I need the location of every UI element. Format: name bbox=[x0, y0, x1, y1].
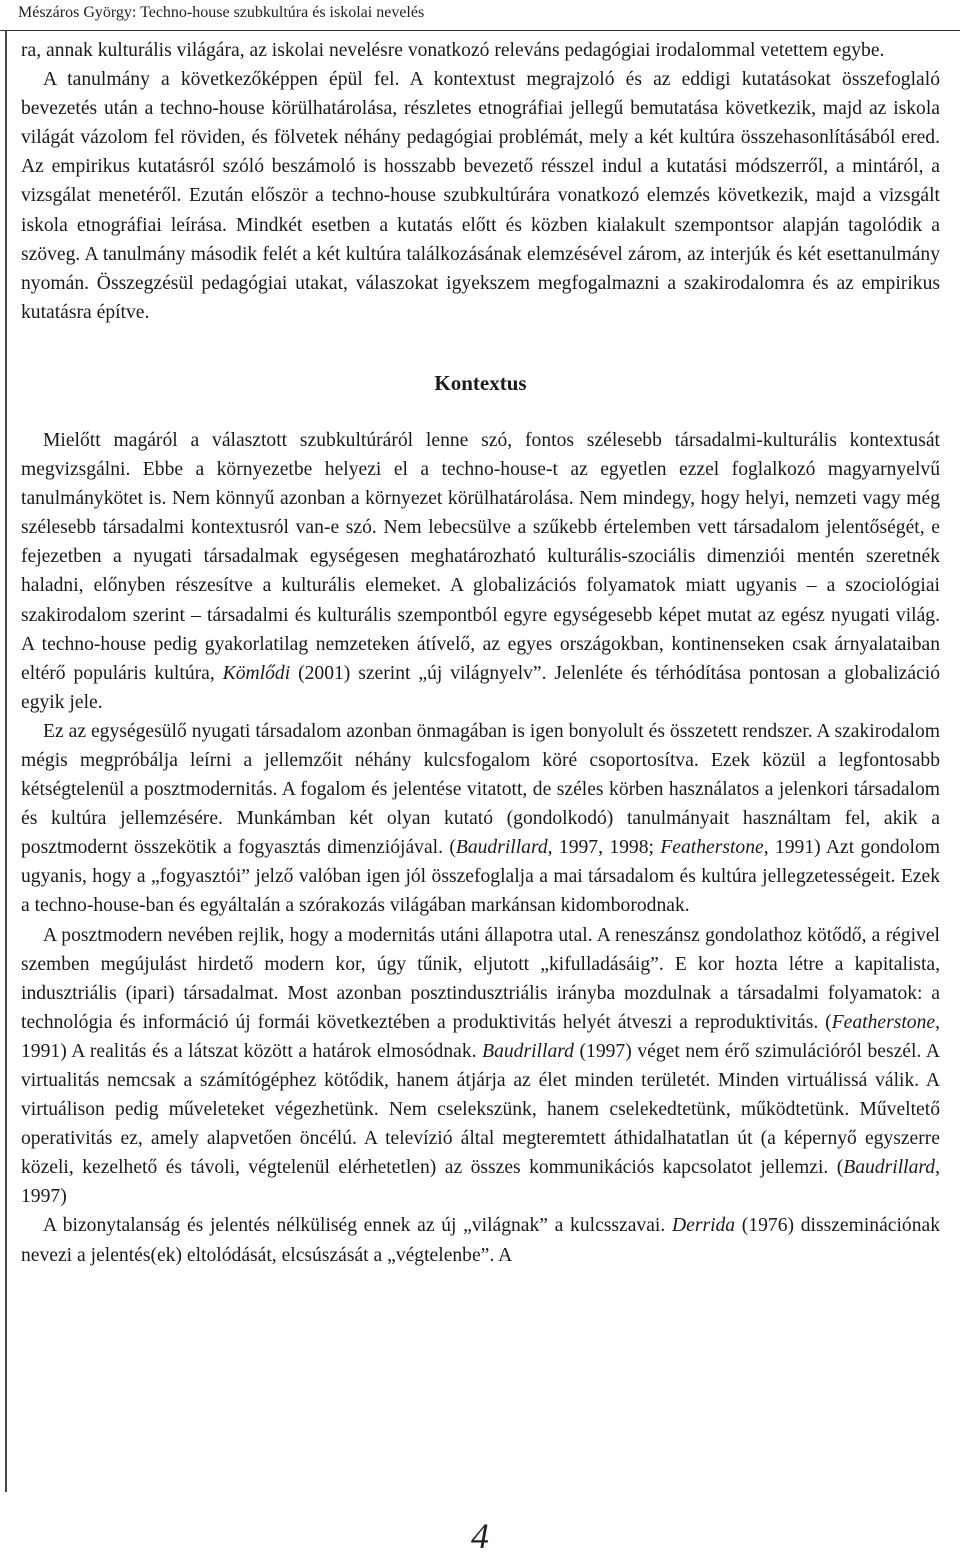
text-run: , 1997, 1998; bbox=[547, 837, 654, 859]
running-header bbox=[0, 0, 960, 31]
citation-author: Derrida bbox=[671, 1215, 736, 1237]
left-margin-rule bbox=[5, 30, 7, 1492]
text-run: (2001) szerint „új világnyelv”. Jelenléte és térhódítása pontosan a globalizáció egyik jele. bbox=[21, 662, 941, 713]
text-run: Mielőtt magáról a választott szubkultúráról lenne szó, fontos szélesebb társadalmi-kulturális kontextusát megvizsgálni. Ebbe a környezetbe helyezi el a techno-house-t az egyetlen ezzel foglalkozó magyarnyelvű tanulmánykötet is. Nem könnyű azonban a környezet körülhatárolása. Nem mindegy, hogy helyi, nemzeti vagy még szélesebb társadalmi kontextusról van-e szó. Nem lebecsülve a szűkebb értelemben vett társadalom jelentőségét, e fejezetben a nyugati társadalmak egységesen meghatározható kulturális-szociális dimenziói mentén szeretnék haladni, előnyben részesítve a kulturális elemeket. A globalizációs folyamatok miatt ugyanis – a szociológiai szakirodalom szerint – társadalmi és kulturális szempontból egyre egységesebb képet mutat az egész nyugati világ. A techno-house pedig gyakorlatilag nemzeteken átívelő, az egyes országokban, kontinenseken csak árnyalataiban eltérő populáris kultúra, bbox=[21, 429, 940, 684]
citation-author: Baudrillard bbox=[482, 1040, 574, 1062]
paragraph-modernity bbox=[21, 921, 940, 1212]
paragraph-continuation: ra, annak kulturális világára, az iskolai nevelésre vonatkozó releváns pedagógiai irodalommal vetettem egybe. bbox=[21, 40, 885, 61]
paragraph-context bbox=[21, 426, 940, 717]
page-body bbox=[21, 36, 940, 1270]
text-run: , 1991) A realitás és a látszat között a határok elmosódnak. bbox=[21, 1011, 940, 1062]
paragraph-postmodern bbox=[21, 717, 940, 921]
paragraph-uncertainty bbox=[21, 1211, 940, 1269]
paragraph-structure: A tanulmány a következőképpen épül fel. A kontextust megrajzoló és az eddigi kutatásokat összefoglaló bevezetés után a techno-house körülhatárolása, részletes etnográfiai jellegű bemutatása következik, majd az iskola világát vázolom fel röviden, és fölvetek néhány pedagógiai problémát, mely a két kultúra összehasonlításából ered. Az empirikus kutatásról szóló beszámoló is hosszabb bevezető résszel indul a kutatási módszerről, a mintáról, a vizsgálat menetéről. Ezután először a techno-house szubkultúrára vonatkozó elemzés következik, majd a vizsgált iskola etnográfiai leírása. Mindkét esetben a kutatás előtt és közben kialakult szempontsor alapján tagolódik a szöveg. A tanulmány második felét a két kultúra találkozásának elemzésével zárom, az interjúk és két esettanulmány nyomán. Összegzésül pedagógiai utakat, válaszokat igyekszem megfogalmazni a szakirodalomra és az empirikus kutatásra építve. bbox=[21, 69, 940, 323]
citation-author: Kömlődi bbox=[222, 662, 291, 684]
text-run: (1976) disszeminációnak nevezi a jelentés(ek) eltolódását, elcsúszását a „végtelenbe”. A bbox=[21, 1215, 941, 1266]
citation-author: Featherstone bbox=[831, 1011, 936, 1033]
text-run: , 1997) bbox=[21, 1157, 940, 1208]
citation-author: Baudrillard bbox=[843, 1157, 936, 1179]
text-run: A bizonytalanság és jelentés nélküliség ennek az új „világnak” a kulcsszavai. bbox=[43, 1215, 666, 1237]
page-number: 4 bbox=[471, 1516, 489, 1556]
section-heading: Kontextus bbox=[434, 370, 527, 395]
text-run: A posztmodern nevében rejlik, hogy a modernitás utáni állapotra utal. A reneszánsz gondolathoz kötődő, a régivel szemben megújulást hirdető modern kor, úgy tűnik, eljutott „kifulladásáig”. E kor hozta létre a kapitalista, indusztriális (ipari) társadalmat. Most azonban posztindusztriális irányba mozdulnak a társadalmi folyamatok: a technológia és információ új formái következtében a produktivitás helyét átveszi a reproduktivitás. ( bbox=[21, 924, 940, 1033]
running-title: Mészáros György: Techno-house szubkultúra és iskolai nevelés bbox=[18, 4, 425, 21]
citation-author: Featherstone bbox=[660, 837, 764, 859]
text-run: , 1991) Azt gondolom ugyanis, hogy a „fogyasztói” jelző valóban igen jól összefoglalja a mai társadalom és kultúra jellegzetességeit. Ezek a techno-house-ban és egyáltalán a szórakozás világában markánsan kidomborodnak. bbox=[21, 837, 940, 917]
text-run: Ez az egységesülő nyugati társadalom azonban önmagában is igen bonyolult és összetett rendszer. A szakirodalom mégis megpróbálja leírni a jellemzőit néhány kulcsfogalom köré csoportosítva. Ezek közül a legfontosabb kétségtelenül a posztmodernitás. A fogalom és jelentése vitatott, de széles körben használatos a jelenkori társadalom és kultúra jellemzésére. Munkámban két olyan kutató (gondolkodó) tanulmányait használtam fel, akik a posztmodernt összekötik a fogyasztás dimenziójával. ( bbox=[21, 720, 940, 859]
text-run: (1997) véget nem érő szimulációról beszél. A virtualitás nemcsak a számítógéphez kötődik, hanem átjárja az élet minden területét. Minden virtuálissá válik. A virtuálison pedig műveleteket végezhetünk. Nem cselekszünk, hanem cselekedtetünk, működtetünk. Műveltető operativitás ez, amely alapvetően öncélú. A televízió által megteremtett áthidalhatatlan út (a képernyő egyszerre közeli, kezelhető és távoli, végtelenül elérhetetlen) az összes kommunikációs kapcsolatot jellemzi. ( bbox=[21, 1040, 940, 1179]
citation-author: Baudrillard bbox=[455, 837, 548, 859]
